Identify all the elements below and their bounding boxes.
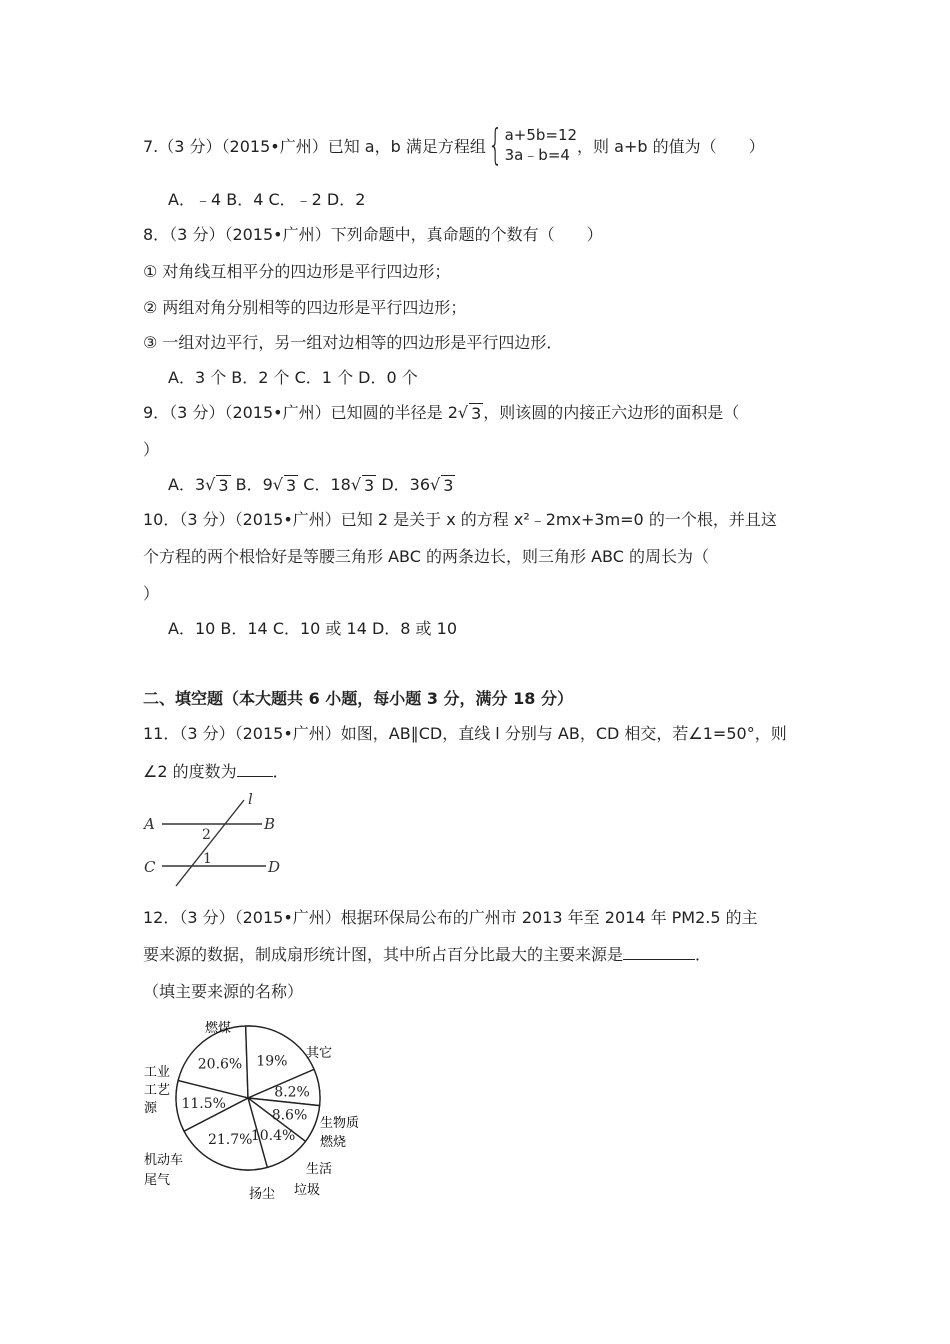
q8-item-1: ① 对角线互相平分的四边形是平行四边形； (143, 262, 451, 281)
sqrt-icon: √ 3 (272, 475, 297, 495)
answer-blank[interactable] (623, 959, 695, 960)
q11-line-1: 11．（3 分）（2015•广州）如图，AB∥CD，直线 l 分别与 AB，CD 相交，若∠1=50°，则 (143, 724, 787, 743)
q12-line-2-b: ． (695, 945, 712, 964)
q12-line-2-a: 要来源的数据，制成扇形统计图，其中所占百分比最大的主要来源是 (143, 945, 624, 964)
outside-label-other: 其它 (306, 1046, 333, 1061)
label-d: D (268, 858, 281, 876)
angle-2-label: 2 (202, 827, 211, 843)
q10-line-2: 个方程的两个根恰好是等腰三角形 ABC 的两条边长，则三角形 ABC 的周长为（ (143, 547, 709, 566)
q11-line-2-a: ∠2 的度数为 (143, 762, 237, 781)
left-brace-icon: { (487, 120, 503, 169)
outside-label-garbage-2: 垃圾 (294, 1183, 321, 1198)
outside-label-biomass-2: 燃烧 (320, 1135, 347, 1150)
answer-blank[interactable] (237, 776, 273, 777)
pie-value-label-3: 8.6% (271, 1107, 308, 1124)
outside-label-industry-1: 工业 (144, 1065, 171, 1080)
q9-option-b: B．9 (235, 475, 273, 494)
q12-line-3: （填主要来源的名称） (143, 982, 304, 1001)
pie-value-label-5: 21.7% (207, 1131, 253, 1148)
q7-equation-system (487, 120, 578, 169)
q7-options: A．﹣4 B．4 C．﹣2 D．2 (168, 190, 366, 209)
outside-label-industry-2: 工艺 (144, 1083, 171, 1098)
q9-stem-b: ，则该圆的内接正六边形的面积是（ (483, 403, 740, 422)
label-l: l (248, 792, 253, 808)
q7-stem-b: ，则 a+b 的值为（ ） (577, 136, 765, 156)
q9-option-d: D．36 (381, 475, 430, 494)
label-c: C (144, 858, 156, 876)
q9-option-a: A．3 (168, 475, 206, 494)
q9-options (168, 472, 455, 495)
q8-options: A．3 个 B．2 个 C．1 个 D．0 个 (168, 368, 418, 387)
q10-line-3: ） (143, 584, 160, 603)
sqrt-icon: √ 3 (457, 403, 482, 423)
q9-option-c: C．18 (303, 475, 351, 494)
q11-line-2-b: ． (272, 762, 289, 781)
pie-value-label-1: 19% (256, 1053, 288, 1070)
outside-label-dust: 扬尘 (249, 1187, 276, 1202)
angle-1-label: 1 (203, 851, 212, 867)
q11-line-2 (143, 759, 289, 782)
q7-stem-a: 7.（3 分）（2015•广州）已知 a，b 满足方程组 (143, 136, 486, 156)
label-b: B (264, 815, 276, 833)
sqrt-icon: √ 3 (205, 475, 229, 495)
q7-stem (143, 120, 765, 169)
outside-label-garbage-1: 生活 (306, 1162, 333, 1177)
q7-equation-2: 3a﹣b=4 (504, 146, 570, 164)
q9-stem-a: 9．（3 分）（2015•广州）已知圆的半径是 2 (143, 403, 458, 422)
q8-stem: 8．（3 分）（2015•广州）下列命题中，真命题的个数有（ ） (143, 225, 603, 244)
label-a: A (144, 815, 155, 833)
outside-label-coal: 燃煤 (205, 1021, 232, 1036)
q9-stem (143, 400, 739, 423)
q8-item-2: ② 两组对角分别相等的四边形是平行四边形； (143, 298, 467, 317)
section-2-title: 二、填空题（本大题共 6 小题，每小题 3 分，满分 18 分） (143, 689, 573, 708)
transversal-l (176, 800, 244, 886)
q7-equation-1: a+5b=12 (504, 126, 578, 144)
outside-label-vehicle-2: 尾气 (144, 1173, 171, 1188)
pie-value-label-6: 11.5% (181, 1096, 226, 1113)
q9-stem-c: ） (143, 440, 160, 459)
outside-label-industry-3: 源 (144, 1101, 158, 1116)
pie-value-label-4: 10.4% (250, 1127, 296, 1144)
outside-label-vehicle-1: 机动车 (144, 1153, 184, 1168)
pie-value-label-0: 20.6% (197, 1056, 243, 1073)
q11-parallel-lines-figure (140, 792, 290, 888)
q10-line-1: 10．（3 分）（2015•广州）已知 2 是关于 x 的方程 x²﹣2mx+3m=0 的一个根，并且这 (143, 510, 777, 529)
pie-value-label-2: 8.2% (274, 1084, 310, 1101)
sqrt-icon: √ 3 (430, 475, 454, 495)
sqrt-icon: √ 3 (350, 475, 375, 495)
q12-line-2 (143, 942, 711, 965)
q10-options: A．10 B．14 C．10 或 14 D．8 或 10 (168, 619, 457, 638)
outside-label-biomass-1: 生物质 (320, 1116, 360, 1131)
pm25-pie-chart (130, 1010, 370, 1210)
q12-line-1: 12．（3 分）（2015•广州）根据环保局公布的广州市 2013 年至 2014 年 PM2.5 的主 (143, 908, 758, 927)
q8-item-3: ③ 一组对边平行，另一组对边相等的四边形是平行四边形． (143, 333, 563, 352)
